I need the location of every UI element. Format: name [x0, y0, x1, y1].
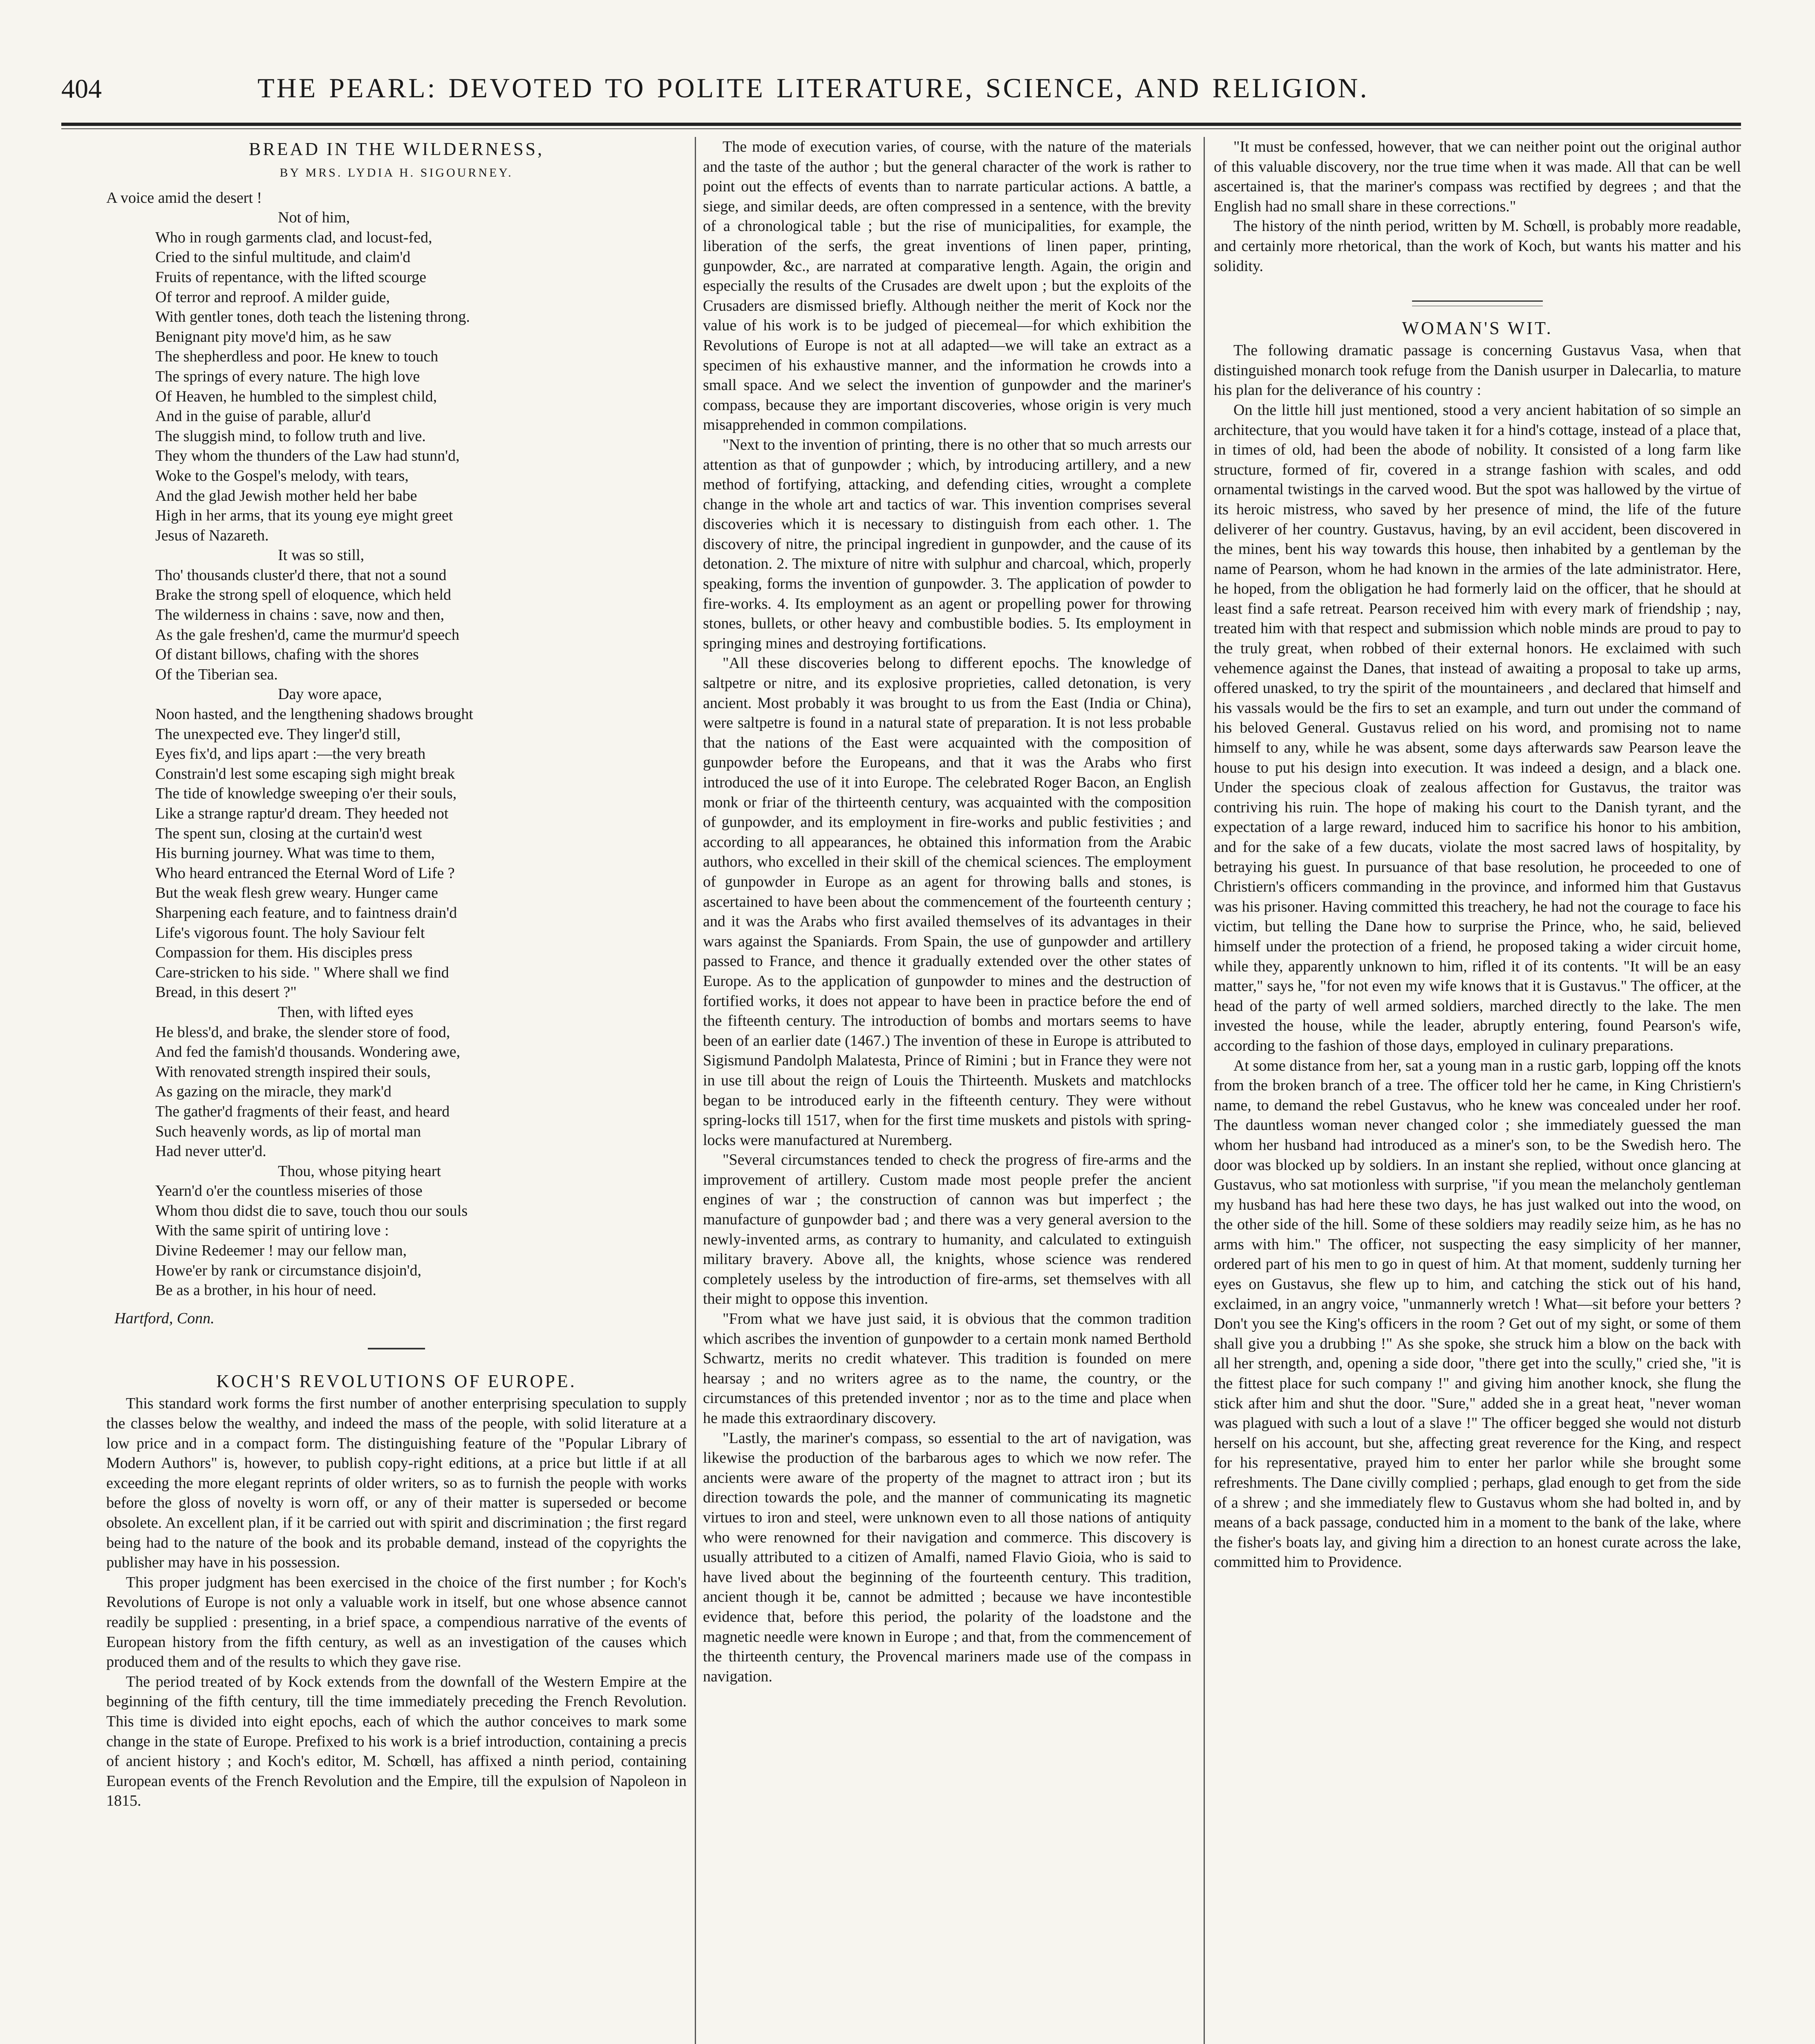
poem-line: High in her arms, that its young eye might greet: [155, 507, 453, 524]
womans-wit-title: WOMAN'S WIT.: [1402, 318, 1553, 338]
masthead-title: THE PEARL: DEVOTED TO POLITE LITERATURE, SCIENCE, AND RELIGION.: [257, 72, 1369, 103]
poem-line: Brake the strong spell of eloquence, which held: [155, 586, 451, 604]
poem-line: His burning journey. What was time to them,: [155, 845, 435, 862]
page-number: 404: [61, 74, 102, 104]
section-ornament: [1412, 300, 1543, 306]
column-3: [1214, 137, 1741, 2044]
poem-line: Divine Redeemer ! may our fellow man,: [155, 1242, 407, 1260]
poem-line: As the gale freshen'd, came the murmur'd speech: [155, 626, 459, 643]
poem-line: Then, with lifted eyes: [278, 1003, 414, 1021]
article-paragraph: On the little hill just mentioned, stood a very ancient habitation of so simple an architecture, that you would have taken it for a hind's cottage, instead of a place that, in times of old, had been the abode of nobility. It consisted of a long farm like structure, formed of fir, covered in a strange fashion with scales, and odd ornamental twistings in the carved wood. But the spot was hallowed by the virtue of its heroic mistress, who saved by her presence of mind, the life of the future deliverer of her country. Gustavus, having, by an evil accident, been discovered in the mines, bent his way towards this house, then inhabited by a gentleman by the name of Pearson, whom he had known in the armies of the late administrator. Here, he hoped, from the obligation he had formerly laid on the officer, that he should at least find a safe retreat. Pearson received him with every mark of friendship ; nay, treated him with that respect and submission which noble minds are proud to pay to the truly great, when robbed of their external honors. He exclaimed with such vehemence against the Danes, that instead of awaiting a proposal to take up arms, offered unasked, to try the spirit of the mountaineers , and declared that himself and his vassals would be the firs to set an example, and turn out under the command of his beloved General. Gustavus relied on his word, and promising not to name himself to any, while he was absent, some days afterwards saw Pearson leave the house to put his design into execution. It was indeed a design, and a black one. Under the specious cloak of zealous affection for Gustavus, the traitor was contriving his ruin. The hope of making his court to the Danish tyrant, and the expectation of a large reward, induced him to sacrifice his honor to his ambition, and for the sake of a few ducats, violate the most sacred laws of hospitality, by betraying his guest. In pursuance of that base resolution, he proceeded to one of Christiern's officers commanding in the province, and informed him that Gustavus was his prisoner. Having committed this treachery, he had not the courage to face his victim, but telling the Dane how to surprise the Prince, who, he said, believed himself under the protection of a friend, he proposed taking a wider circuit home, while they, apparently unknown to him, rifled it of its contents. "It will be an easy matter," says he, "for not even my wife knows that it is Gustavus." The officer, at the head of the party of well armed soldiers, marched directly to the lake. The men invested the house, while the leader, abruptly entering, found Pearson's wife, according to the fashion of those days, employed in culinary preparations.: [1214, 401, 1741, 1054]
poem-title: BREAD IN THE WILDERNESS,: [248, 139, 544, 159]
poem-line: Fruits of repentance, with the lifted scourge: [155, 268, 427, 286]
poem-line: Day wore apace,: [278, 686, 382, 703]
column-divider: [695, 137, 696, 2044]
poem-line: Eyes fix'd, and lips apart :—the very breath: [155, 745, 426, 763]
poem-line: Woke to the Gospel's melody, with tears,: [155, 467, 409, 484]
section-rule: [368, 1348, 425, 1349]
poem-line: He bless'd, and brake, the slender store of food,: [155, 1023, 450, 1041]
article-paragraph: "From what we have just said, it is obvious that the common tradition which ascribes the invention of gunpowder to a certain monk named Berthold Schwartz, merits no credit whatever. This tradition is founded on mere hearsay ; and no writers agree as to the name, the country, or the circumstances of this pretended inventor ; nor as to the time and place when he made this extraordinary discovery.: [703, 1310, 1191, 1427]
poem-line: Of terror and reproof. A milder guide,: [155, 288, 390, 306]
poem-line: Of the Tiberian sea.: [155, 666, 278, 683]
poem-line: Thou, whose pitying heart: [278, 1162, 441, 1180]
poem-line: Such heavenly words, as lip of mortal man: [155, 1123, 421, 1140]
poem-line: And in the guise of parable, allur'd: [155, 408, 371, 425]
article-paragraph: The mode of execution varies, of course, with the nature of the materials and the taste of the author ; but the general character of the work is rather to point out the effects of events than to narrate particular actions. A battle, a siege, and similar deeds, are often compressed in a sentence, with the brevity of a chronological table ; but the rise of municipalities, for example, the liberation of the serfs, the great inventions of linen paper, printing, gunpowder, &c., are narrated at comparative length. Again, the origin and especially the results of the Crusades are dwelt upon ; but the exploits of the Crusaders are dismissed briefly. Although neither the merit of Kock nor the value of his work is to be judged of piecemeal—for which exhibition the Revolutions of Europe is not at all adapted—we will take an extract as a specimen of his exhaustive manner, and the information he crowds into a small space. And we select the invention of gunpowder and the mariner's compass, because they are important discoveries, whose origin is very much misapprehended in common compilations.: [703, 138, 1191, 434]
poem-line: Be as a brother, in his hour of need.: [155, 1282, 376, 1299]
article-paragraph: At some distance from her, sat a young man in a rustic garb, lopping off the knots from the broken branch of a tree. The officer told her he came, in King Christiern's name, to demand the rebel Gustavus, who he knew was concealed under her roof. The dauntless woman never changed color ; she immediately guessed the man whom her husband had introduced as a miner's son, to be the Swedish hero. The door was blocked up by soldiers. In an instant she replied, without once glancing at Gustavus, who sat motionless with surprise, "if you mean the melancholy gentleman my husband has had here these two days, he has just walked out into the wood, on the other side of the hill. Some of these soldiers may readily seize him, as he has no arms with him." The officer, not suspecting the easy simplicity of her manner, ordered part of his men to go in quest of him. At that moment, suddenly turning her eyes on Gustavus, she flew up to him, and catching the stick out of his hand, exclaimed, in an angry voice, "unmannerly wretch ! What—sit before your betters ? Don't you see the King's officers in the room ? Get out of my sight, or some of them shall give you a drubbing !" As she spoke, she struck him a blow on the back with all her strength, and, opening a side door, "there get into the scully," cried she, "it is the fittest place for such company !" and giving him another knock, she flung the stick after him and shut the door. "Sure," added she in a great heat, "never woman was plagued with such a lout of a slave !" The officer begged she would not disturb herself on his account, but she, affecting great reverence for the King, and respect for his representative, prayed him to enter her parlor while she brought some refreshments. The Dane civilly complied ; perhaps, glad enough to get from the side of a shrew ; and she immediately flew to Gustavus whom she had bolted in, and by means of a back passage, conducted him in a moment to the bank of the lake, where the fisher's boats lay, and giving him a direction to an honest curate across the lake, committed him to Providence.: [1214, 1057, 1741, 1571]
womans-wit-article: [1214, 341, 1741, 1572]
poem-line: And the glad Jewish mother held her babe: [155, 487, 417, 504]
column-1: [106, 137, 687, 2044]
column-divider: [1204, 137, 1205, 2044]
article-paragraph: The history of the ninth period, written by M. Schœll, is probably more readable, and certainly more rhetorical, than the work of Koch, but wants his matter and his solidity.: [1214, 217, 1741, 275]
article-paragraph: "Lastly, the mariner's compass, so essential to the art of navigation, was likewise the production of the barbarous ages to which we now refer. The ancients were aware of the property of the magnet to attract iron ; but its direction towards the pole, and the manner of communicating its magnetic virtues to iron and steel, were unknown even to all those nations of antiquity who were renowned for their navigation and commerce. This discovery is usually attributed to a citizen of Amalfi, named Flavio Gioia, who is said to have lived about the beginning of the fourteenth century. This tradition, ancient though it be, cannot be admitted ; because we have incontestible evidence that, before this period, the polarity of the loadstone and the magnetic needle were known in Europe ; and that, from the commencement of the thirteenth century, the Provencal mariners made use of the compass in navigation.: [703, 1429, 1191, 1685]
poem-line: Howe'er by rank or circumstance disjoin'd,: [155, 1262, 422, 1279]
poem-line: And fed the famish'd thousands. Wondering awe,: [155, 1043, 461, 1061]
poem-byline: BY MRS. LYDIA H. SIGOURNEY.: [280, 166, 513, 179]
poem-line: Tho' thousands cluster'd there, that not a sound: [155, 566, 447, 584]
article-paragraph: This standard work forms the first number of another enterprising speculation to supply the classes below the wealthy, and indeed the mass of the people, with solid literature at a low price and in a compact form. The distinguishing feature of the "Popular Library of Modern Authors" is, however, to publish copy-right editions, at a price but little if at all exceeding the more elegant reprints of older writers, so as to furnish the people with works before the gloss of novelty is worn off, or any of their matter is superseded or become obsolete. An excellent plan, if it be carried out with spirit and discrimination ; the first regard being had to the nature of the book and its probable demand, instead of the copyrights the publisher may have in his possession.: [106, 1395, 687, 1571]
poem-line: Of Heaven, he humbled to the simplest child,: [155, 388, 437, 405]
poem-line: The sluggish mind, to follow truth and live.: [155, 427, 426, 445]
poem-line: Not of him,: [278, 209, 350, 226]
poem-line: It was so still,: [278, 547, 365, 564]
poem-line: The springs of every nature. The high love: [155, 368, 420, 385]
poem-line: Care-stricken to his side. " Where shall we find: [155, 964, 449, 981]
poem-line: Compassion for them. His disciples press: [155, 944, 413, 961]
poem-line: Yearn'd o'er the countless miseries of those: [155, 1182, 423, 1200]
poem-line: Cried to the sinful multitude, and claim'd: [155, 249, 411, 266]
poem-line: Of distant billows, chafing with the shores: [155, 646, 419, 663]
poem-line: Whom thou didst die to save, touch thou our souls: [155, 1202, 468, 1219]
poem-line: The spent sun, closing at the curtain'd west: [155, 825, 422, 842]
article-paragraph: "It must be confessed, however, that we can neither point out the original author of this valuable discovery, nor the true time when it was made. All that can be well ascertained is, that the mariner's compass was rectified by degrees ; and that the English had no small share in these corrections.": [1214, 138, 1741, 215]
poem-line: A voice amid the desert !: [106, 189, 262, 206]
poem-line: Noon hasted, and the lengthening shadows brought: [155, 706, 473, 723]
article-paragraph: The following dramatic passage is concerning Gustavus Vasa, when that distinguished monarch took refuge from the Danish usurper in Dalecarlia, to mature his plan for the deliverance of his country :: [1214, 342, 1741, 399]
column-2: [703, 137, 1191, 2044]
masthead-rule-thin: [61, 128, 1741, 129]
poem-line: Who in rough garments clad, and locust-fed,: [155, 229, 432, 246]
poem-line: With the same spirit of untiring love :: [155, 1222, 389, 1239]
masthead: [61, 65, 1741, 119]
poem-line: They whom the thunders of the Law had stunn'd,: [155, 447, 460, 465]
poem-line: Sharpening each feature, and to faintness drain'd: [155, 904, 457, 921]
koch-continuation-end: [1214, 137, 1741, 276]
poem-line: The unexpected eve. They linger'd still,: [155, 725, 401, 743]
poem-line: With renovated strength inspired their souls,: [155, 1063, 431, 1080]
poem-line: Benignant pity move'd him, as he saw: [155, 328, 392, 345]
poem-line: The shepherdless and poor. He knew to touch: [155, 348, 439, 365]
masthead-rule: [61, 123, 1741, 126]
poem-line: Bread, in this desert ?": [155, 984, 297, 1001]
article-paragraph: "All these discoveries belong to different epochs. The knowledge of saltpetre or nitre, and its explosive proprieties, called detonation, is very ancient. Most probably it was brought to us from the East (India or China), were saltpetre is found in a natural state of preparation. It is not less probable that the nations of the East were acquainted with the composition of gunpowder before the Europeans, and that it was the Arabs who first introduced the use of it into Europe. The celebrated Roger Bacon, an English monk or friar of the thirteenth century, was acquainted with the composition of gunpowder, and its employment in fire-works and public festivities ; and according to all appearances, he obtained this information from the Arabic authors, who excelled in their skill of the chemical sciences. The employment of gunpowder in Europe as an agent for throwing balls and stones, is ascertained to have been about the commencement of the fourteenth century ; and it was the Arabs who first availed themselves of its advantages in their wars against the Spaniards. From Spain, the use of gunpowder and artillery passed to France, and thence it gradually extended over the other states of Europe. As to the application of gunpowder to mines and the destruction of fortified works, it does not appear to have been in practice before the end of the fifteenth century. The introduction of bombs and mortars seems to have been of an earlier date (1467.) The invention of these in Europe is attributed to Sigismund Pandolph Malatesta, Prince of Rimini ; but in France they were not in use till about the reign of Louis the Thirteenth. Muskets and matchlocks began to be introduced early in the fifteenth century. They were without spring-locks till 1517, when for the first time muskets and pistols with spring-locks were manufactured at Nuremberg.: [703, 654, 1191, 1149]
poem-line: The wilderness in chains : save, now and then,: [155, 606, 445, 624]
poem-line: Constrain'd lest some escaping sigh might break: [155, 765, 455, 782]
poem-line: As gazing on the miracle, they mark'd: [155, 1083, 392, 1100]
article-paragraph: "Several circumstances tended to check the progress of fire-arms and the improvement of artillery. Custom made most people prefer the ancient engines of war ; the construction of cannon was but imperfect ; the manufacture of gunpowder bad ; and there was a very general aversion to the newly-invented arms, as contrary to humanity, and calculated to extinguish military bravery. Above all, the knights, whose science was rendered completely useless by the introduction of fire-arms, set themselves with all their might to oppose this invention.: [703, 1151, 1191, 1308]
poem-line: With gentler tones, doth teach the listening throng.: [155, 308, 470, 326]
poem-line: Like a strange raptur'd dream. They heeded not: [155, 805, 449, 822]
poem-line: The gather'd fragments of their feast, and heard: [155, 1103, 450, 1120]
poem-line: Who heard entranced the Eternal Word of Life ?: [155, 864, 455, 882]
article-paragraph: This proper judgment has been exercised in the choice of the first number ; for Koch's Revolutions of Europe is not only a valuable work in itself, but one whose absence cannot readily be supplied : presenting, in a brief space, a compendious narrative of the events of European history from the fifth century, as well as an investigation of the causes which produced them and of the results to which they gave rise.: [106, 1573, 687, 1671]
poem-line: The tide of knowledge sweeping o'er their souls,: [155, 785, 457, 802]
koch-title: KOCH'S REVOLUTIONS OF EUROPE.: [216, 1371, 577, 1392]
poem-line: Had never utter'd.: [155, 1143, 266, 1160]
article-paragraph: The period treated of by Kock extends from the downfall of the Western Empire at the beginning of the fifth century, till the time immediately preceding the French Revolution. This time is divided into eight epochs, each of which the author conceives to mark some change in the state of Europe. Prefixed to his work is a brief introduction, containing a precis of ancient history ; and Koch's editor, M. Schœll, has affixed a ninth period, containing European events of the French Revolution and the Empire, till the expulsion of Napoleon in 1815.: [106, 1673, 687, 1810]
poem-line: Jesus of Nazareth.: [155, 527, 269, 544]
poem-place: Hartford, Conn.: [114, 1309, 215, 1327]
article-paragraph: "Next to the invention of printing, there is no other that so much arrests our attention as that of gunpowder ; which, by introducing artillery, and a new method of fortifying, attacking, and defending cities, wrought a complete change in the whole art and tactics of war. This invention comprises several discoveries which it is necessary to distinguish from each other. 1. The discovery of nitre, the principal ingredient in gunpowder, and the cause of its detonation. 2. The mixture of nitre with sulphur and charcoal, which, properly speaking, forms the invention of gunpowder. 3. The application of powder to fire-works. 4. Its employment as an agent or propelling power for throwing stones, bullets, or other heavy and combustible bodies. 5. Its employment in springing mines and destroying fortifications.: [703, 436, 1191, 652]
poem-body: [106, 188, 687, 1300]
koch-article: [106, 1394, 687, 1811]
poem-line: Life's vigorous fount. The holy Saviour felt: [155, 924, 425, 941]
poem-line: But the weak flesh grew weary. Hunger came: [155, 884, 438, 902]
